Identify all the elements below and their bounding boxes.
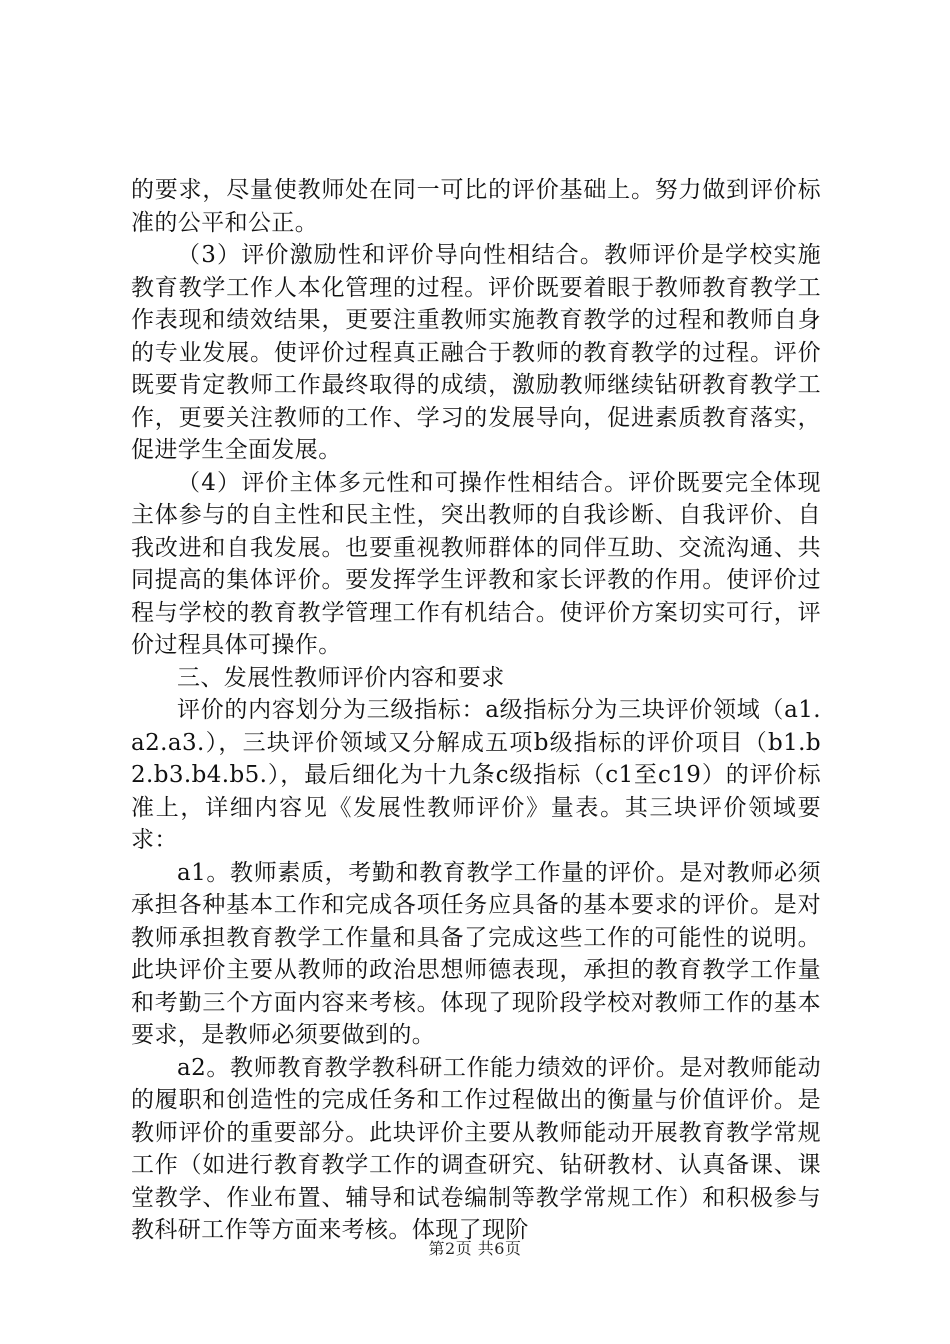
paragraph-continuation: 的要求，尽量使教师处在同一可比的评价基础上。努力做到评价标准的公平和公正。 <box>131 177 821 236</box>
page-footer: 第2页 共6页 <box>428 1239 522 1258</box>
paragraph-a1: a1。教师素质，考勤和教育教学工作量的评价。是对教师必须承担各种基本工作和完成各项任务应具备的基本要求的评价。是对教师承担教育教学工作量和具备了完成这些工作的可能性的说明。此块评价主要从教师的政治思想师德表现，承担的教育教学工作量和考勤三个方面内容来考核。体现了现阶段学校对教师工作的基本要求，是教师必须要做到的。 <box>131 859 821 1048</box>
document-body <box>131 174 821 1247</box>
section-heading-3: 三、发展性教师评价内容和要求 <box>177 664 505 691</box>
paragraph-evaluation-content: 评价的内容划分为三级指标：a级指标分为三块评价领域（a1.a2.a3.），三块评价领域又分解成五项b级指标的评价项目（b1.b2.b3.b4.b5.），最后细化为十九条c级指标（c1至c19）的评价标准上，详细内容见《发展性教师评价》量表。其三块评价领域要求： <box>131 697 821 853</box>
paragraph-principle-4: （4）评价主体多元性和可操作性相结合。评价既要完全体现主体参与的自主性和民主性，突出教师的自我诊断、自我评价、自我改进和自我发展。也要重视教师群体的同伴互助、交流沟通、共同提高的集体评价。要发挥学生评教和家长评教的作用。使评价过程与学校的教育教学管理工作有机结合。使评价方案切实可行，评价过程具体可操作。 <box>131 469 821 658</box>
paragraph-a2: a2。教师教育教学教科研工作能力绩效的评价。是对教师能动的履职和创造性的完成任务和工作过程做出的衡量与价值评价。是教师评价的重要部分。此块评价主要从教师能动开展教育教学常规工作（如进行教育教学工作的调查研究、钻研教材、认真备课、课堂教学、作业布置、辅导和试卷编制等教学常规工作）和积极参与教科研工作等方面来考核。体现了现阶 <box>131 1054 821 1243</box>
paragraph-principle-3: （3）评价激励性和评价导向性相结合。教师评价是学校实施教育教学工作人本化管理的过程。评价既要着眼于教师教育教学工作表现和绩效结果，更要注重教师实施教育教学的过程和教师自身的专业发展。使评价过程真正融合于教师的教育教学的过程。评价既要肯定教师工作最终取得的成绩，激励教师继续钻研教育教学工作，更要关注教师的工作、学习的发展导向，促进素质教育落实，促进学生全面发展。 <box>131 242 821 463</box>
